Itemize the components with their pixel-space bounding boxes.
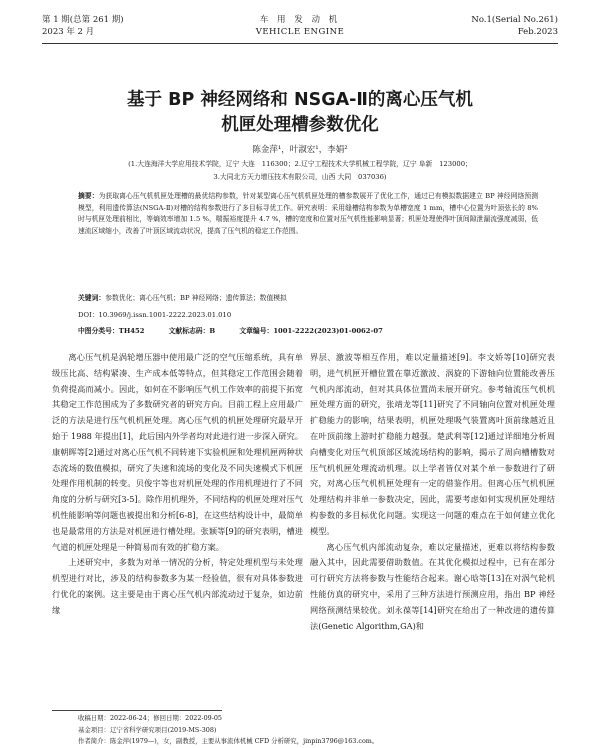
- abstract-label: 摘要：: [78, 192, 99, 200]
- title-line-2: 机匣处理槽参数优化: [221, 115, 379, 135]
- keywords: [78, 292, 538, 302]
- footnotes: [78, 713, 560, 748]
- authors: 陈金萍¹，叶淑宏¹，李娟²: [252, 145, 348, 155]
- footnote-author: 作者简介：陈金萍(1979—)，女，副教授，主要从事流体机械 CFD 分析研究，jinpin3796@163.com。: [78, 737, 379, 745]
- body-paragraph: 界层、激波等相互作用，难以定量描述[9]。李文娇等[10]研究表明，进气机匣开槽位置在靠近激波、涡旋的下游轴向位置能改善压气机内部流动，但对其具体位置尚未展开研究。参考轴流压气机机匣处理方面的研究，张靖龙等[11]研究了不同轴向位置对机匣处理扩稳能力的影响，结果表明，机匣处理吸气装置离叶顶前缘越近且在叶顶前缘上游时扩稳能力越强。楚武利等[12]通过详细地分析周向槽变化对压气机顶部区域流场结构的影响，揭示了周向槽槽数对压气机机匣处理流动机理。以上学者皆仅对某个单一参数进行了研究，对离心压气机机匣处理有一定的借鉴作用。但离心压气机机匣处理结构并非单一参数决定，因此，需要考虑如何实现机匣处理结构参数的多目标优化问题。实现这一问题的难点在于如何建立优化模型。: [310, 352, 555, 536]
- header-issue: 第 1 期(总第 261 期): [42, 15, 124, 25]
- abstract: [78, 191, 538, 238]
- footnote-rule: [52, 710, 222, 711]
- header-date-cn: 2023 年 2 月: [42, 27, 95, 37]
- body-column-right: [310, 350, 555, 634]
- keywords-label: 关键词：: [78, 294, 106, 302]
- running-header: [42, 14, 558, 42]
- classification-line: [78, 325, 538, 335]
- keywords-text: 参数优化；离心压气机；BP 神经网络；遗传算法；数值模拟: [105, 294, 287, 302]
- footnote-fund: 基金项目：辽宁省科学研究项目(2019-MS-308): [78, 725, 217, 734]
- clc-label: 中图分类号：: [78, 327, 119, 335]
- article-number-field: [239, 327, 382, 335]
- clc-field: [78, 327, 144, 335]
- doc-code-label: 文献标志码：: [168, 327, 210, 335]
- abstract-text: 为获取离心压气机机匣处理槽的最优结构参数，针对某型离心压气机机匣处理的槽参数展开了优化工作，通过已有模拟数据建立 BP 神经网络预测模型，利用遗传算法(NSGA-Ⅱ)对槽的结构参数进行了多目标寻优工作。研究表明：采用缝槽结构参数为单槽宽度 1 mm，槽中心位置为叶顶弦长的 8%时与机匣处理前相比，等熵效率增加 1.5 %，喘振裕度提升 4.7 %，槽的宽度和位置对压气机性能影响显著；机匣处理使得叶顶间隙泄漏流强度减弱，低速流区域缩小，改善了叶顶区域流动状况，提高了压气机的稳定工作范围。: [78, 192, 539, 236]
- doc-code-field: [169, 327, 216, 335]
- header-right: [471, 14, 558, 38]
- affiliation-line-2: 3.大同北方天力增压技术有限公司，山西 大同 037036): [213, 173, 387, 181]
- header-journal-cn: 车 用 发 动 机: [259, 15, 341, 25]
- affiliation-line-1: (1.大连海洋大学应用技术学院，辽宁 大连 116300；2.辽宁工程技术大学机械工程学院，辽宁 阜新 123000；: [128, 160, 472, 168]
- header-date-en: Feb.2023: [517, 27, 558, 37]
- header-issue-en: No.1(Serial No.261): [471, 15, 558, 25]
- header-journal-en: VEHICLE ENGINE: [255, 27, 345, 37]
- body-paragraph: 离心压气机内部流动复杂，难以定量描述，更难以将结构参数融入其中，因此需要借助数值。在其优化模拟过程中，已有在部分可行研究方法将参数与性能结合起来。谢心晗等[13]在对涡气轮机性能仿真的研究中，采用了三种方法进行预测应用，指出 BP 神经网络预测结果较优。刘永葆等[14]研究在给出了一种改进的遗传算法(Genetic Algorithm,GA)和: [310, 541, 555, 631]
- body-paragraph: 离心压气机是涡轮增压器中使用最广泛的空气压缩系统，具有单级压比高、结构紧凑、生产成本低等特点，但其稳定工作范围会随着负荷提高而减小。因此，如何在不影响压气机工作效率的前提下拓宽其稳定工作范围成为了多数研究者的研究方向。目前工程上应用最广泛的方法是进行压气机机匣处理。离心压气机的机匣处理研究最早开始于 1988 年提出[1]，此后国内外学者均对此进行进一步深入研究。康朝晖等[2]通过对离心压气机不同转速下实验机匣和处理机匣两种状态流场的数值模拟，研究了失速和流场的变化及不同失速模式下机匣处理作用机制的转变。贝俊宇等也对机匣处理的作用机理进行了不同角度的分析与研究[3-5]。除作用机理外，不同结构的机匣处理对压气机性能影响等问题也被提出和分析[6-8]，在这些结构设计中，最简单也是最常用的方法是对机匣进行槽处理。张颖等[9]的研究表明，槽进气道的机匣处理是一种简易而有效的扩稳方案。: [52, 352, 303, 552]
- body-paragraph: 上述研究中，多数为对单一情况的分析，特定处理机型与未处理机型进行对比，涉及的结构参数多为某一经验值，很有对具体参数进行优化的案例。这主要是由于离心压气机内部流动过于复杂，如边前缘: [52, 557, 303, 615]
- doc-code-value: B: [209, 327, 216, 335]
- affiliations: [60, 158, 540, 184]
- title-line-1: 基于 BP 神经网络和 NSGA-Ⅱ的离心压气机: [127, 90, 473, 110]
- article-number-value: 1001-2222(2023)01-0062-07: [273, 327, 383, 335]
- footnote-received: 收稿日期：2022-06-24；修回日期：2022-09-05: [78, 714, 222, 722]
- paper-title: [0, 88, 600, 138]
- article-number-label: 文章编号：: [239, 327, 274, 335]
- clc-value: TH452: [118, 327, 145, 335]
- header-rule: [42, 43, 558, 44]
- doi: DOI：10.3969/j.issn.1001-2222.2023.01.010: [78, 311, 232, 319]
- body-column-left: [52, 350, 303, 619]
